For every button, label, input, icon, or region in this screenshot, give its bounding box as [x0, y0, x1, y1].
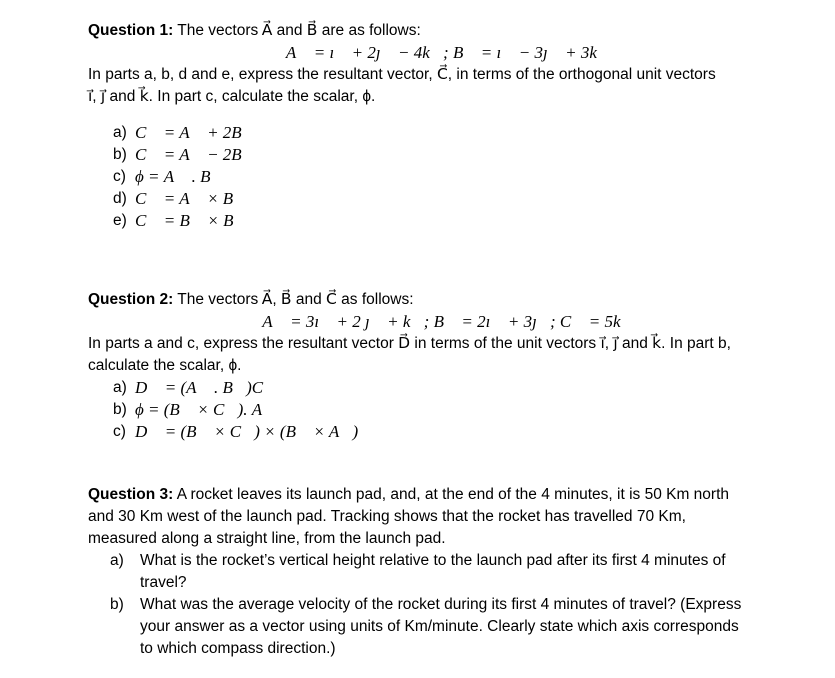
- question-1-heading: [88, 20, 808, 42]
- part-expression: C⃗ = B⃗ × B⃗: [135, 211, 247, 230]
- part-label: b): [110, 596, 124, 613]
- part-text-line: travel?: [140, 574, 187, 591]
- question-2-equation: A⃗ = 3ı⃗ + 2 ȷ⃗ + k⃗; B⃗ = 2ı⃗ + 3ȷ⃗; C⃗ = 5k⃗: [262, 312, 634, 331]
- part-expression: ϕ = A⃗ . B⃗: [135, 167, 224, 186]
- question-3-intro-line-3: measured along a straight line, from the launch pad.: [88, 530, 446, 547]
- part-text: [140, 550, 808, 594]
- question-1-part-d: [113, 188, 808, 210]
- part-text-line: to which compass direction.): [140, 640, 336, 657]
- question-2: [88, 289, 808, 443]
- part-label: b): [113, 401, 127, 418]
- part-label: a): [113, 124, 127, 141]
- part-label: c): [113, 423, 126, 440]
- part-label: c): [113, 168, 126, 185]
- part-label: a): [113, 379, 127, 396]
- question-3-intro-line-2: and 30 Km west of the launch pad. Tracking shows that the rocket has travelled 70 Km,: [88, 508, 686, 525]
- part-expression: C⃗ = A⃗ + 2B⃗: [135, 123, 255, 142]
- part-expression: D⃗ = (A⃗ . B⃗)C⃗: [135, 378, 277, 397]
- part-text: [140, 594, 808, 660]
- question-2-instructions-line-1: In parts a and c, express the resultant vector D⃗ in terms of the unit vectors ı⃗, ȷ⃗ and k⃗. In part b,: [88, 335, 731, 352]
- question-3-part-a: [110, 550, 808, 594]
- question-2-part-a: [113, 377, 808, 399]
- part-label: d): [113, 190, 127, 207]
- question-2-heading: [88, 289, 808, 311]
- question-3-parts: [110, 550, 808, 660]
- question-1-instructions-line-1: In parts a, b, d and e, express the resultant vector, C⃗, in terms of the orthogonal unit vectors: [88, 66, 716, 83]
- part-expression: ϕ = (B⃗ × C⃗). A⃗: [135, 400, 276, 419]
- question-1-part-e: [113, 210, 808, 232]
- question-1-equation: A⃗ = ı⃗ + 2ȷ⃗ − 4k⃗; B⃗ = ı⃗ − 3ȷ⃗ + 3k⃗: [285, 43, 611, 62]
- part-expression: D⃗ = (B⃗ × C⃗) × (B⃗ × A⃗): [135, 422, 359, 441]
- question-1-intro: The vectors A⃗ and B⃗ are as follows:: [173, 22, 421, 39]
- question-1-part-a: [113, 122, 808, 144]
- part-text-line: What is the rocket’s vertical height relative to the launch pad after its first 4 minutes of: [140, 552, 726, 569]
- question-2-part-c: [113, 421, 808, 443]
- worksheet: [88, 20, 808, 657]
- part-text-line: What was the average velocity of the rocket during its first 4 minutes of travel? (Express: [140, 596, 742, 613]
- question-1: [88, 20, 808, 232]
- part-text-line: your answer as a vector using units of Km/minute. Clearly state which axis corresponds: [140, 618, 739, 635]
- question-2-parts: [113, 377, 808, 443]
- part-label: b): [113, 146, 127, 163]
- question-1-part-c: [113, 166, 808, 188]
- part-label: e): [113, 212, 127, 229]
- question-2-label: Question 2:: [88, 291, 174, 308]
- question-2-part-b: [113, 399, 808, 421]
- question-1-label: Question 1:: [88, 22, 174, 39]
- question-1-instructions-line-2: ı⃗, ȷ⃗ and k⃗. In part c, calculate the scalar, ϕ.: [88, 88, 376, 105]
- question-3-label: Question 3:: [88, 486, 174, 503]
- question-3-heading: [88, 484, 808, 506]
- question-2-intro: The vectors A⃗, B⃗ and C⃗ as follows:: [173, 291, 414, 308]
- question-2-instructions-line-2: calculate the scalar, ϕ.: [88, 357, 242, 374]
- part-expression: C⃗ = A⃗ × B⃗: [135, 189, 247, 208]
- part-expression: C⃗ = A⃗ − 2B⃗: [135, 145, 255, 164]
- question-1-parts: [113, 122, 808, 232]
- part-label: a): [110, 552, 124, 569]
- question-3: [88, 484, 808, 660]
- question-3-intro-line-1: A rocket leaves its launch pad, and, at the end of the 4 minutes, it is 50 Km north: [173, 486, 730, 503]
- question-3-part-b: [110, 594, 808, 660]
- question-1-part-b: [113, 144, 808, 166]
